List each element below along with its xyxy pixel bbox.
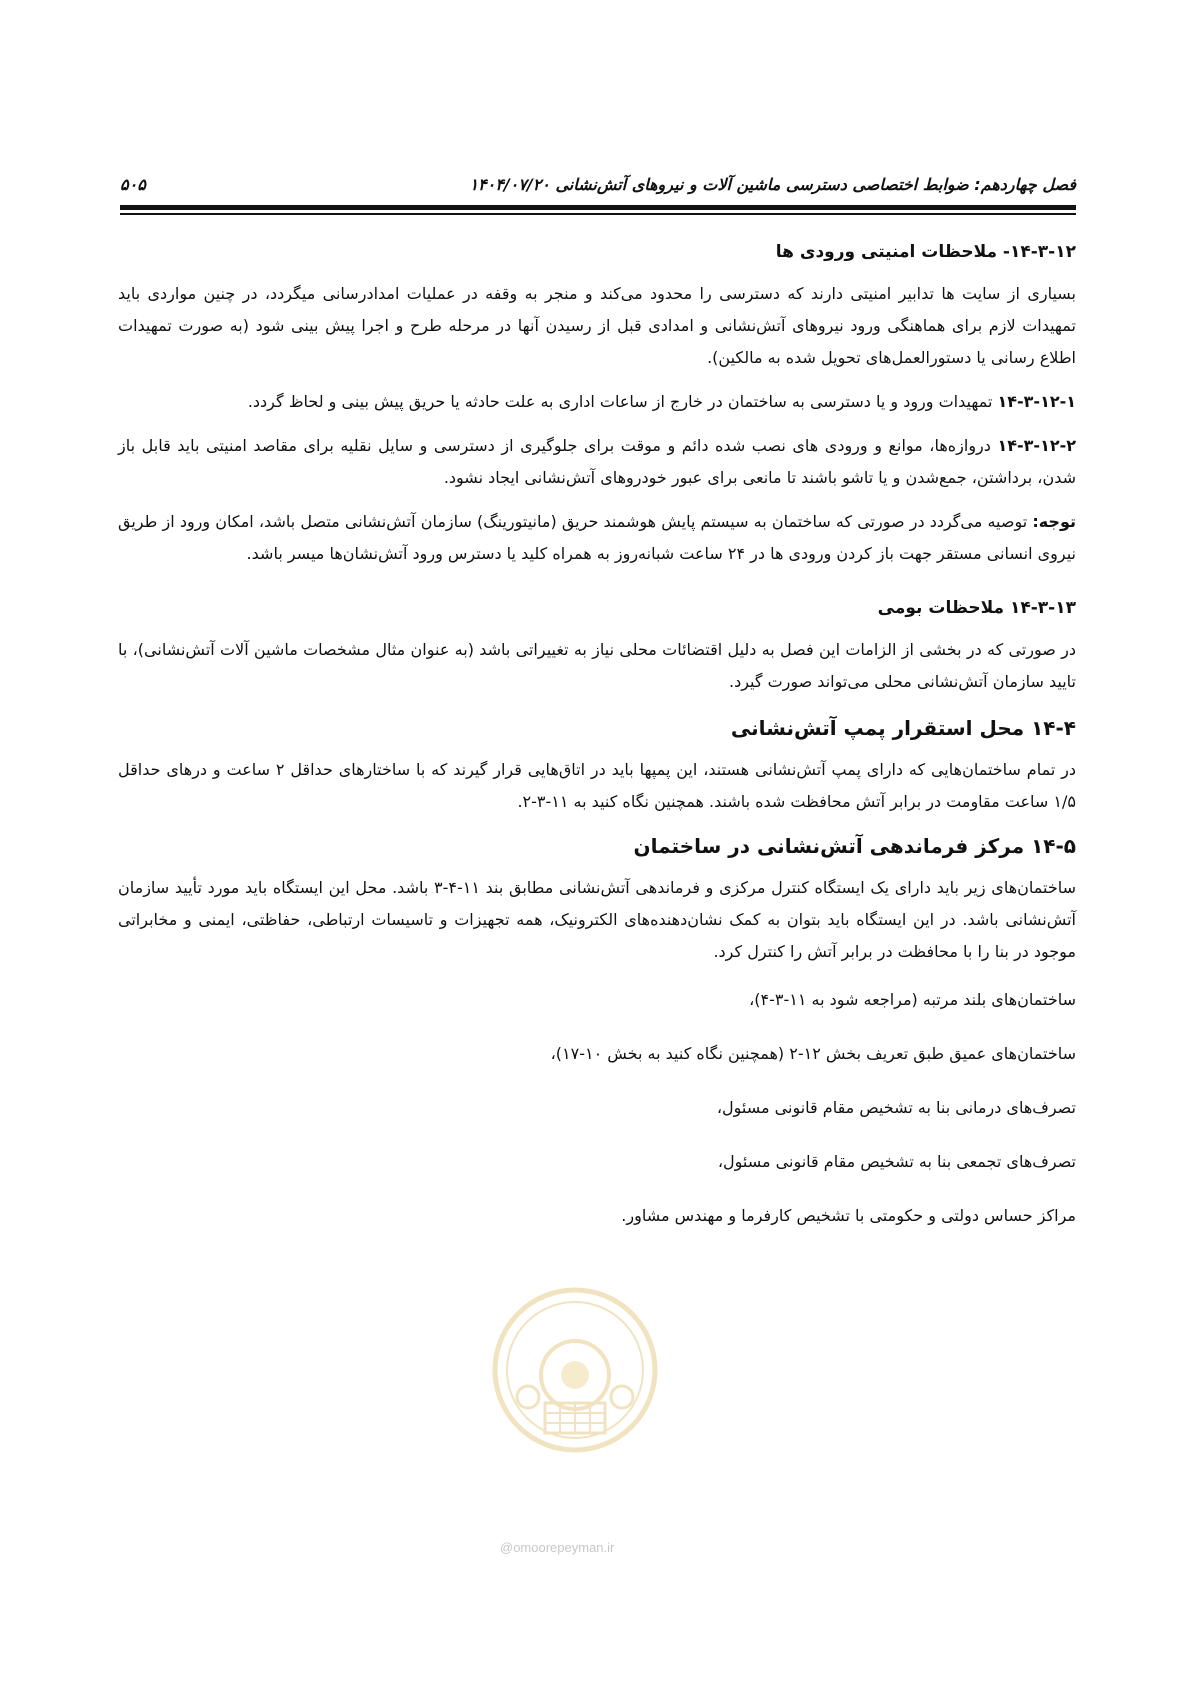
clause-text: تمهیدات ورود و یا دسترسی به ساختمان در خارج از ساعات اداری به علت حادثه یا حریق پیش بینی و لحاظ گردد. [247,392,998,411]
note-text: توصیه می‌گردد در صورتی که ساختمان به سیستم پایش هوشمند حریق (مانیتورینگ) سازمان آتش‌نشانی متصل باشد، امکان ورود از طریق نیروی انسانی مستقر جهت باز کردن ورودی ها در ۲۴ ساعت شبانه‌روز به همراه کلید یا دسترس ورود آتش‌نشان‌ها میسر باشد. [118,512,1076,563]
clause-text: دروازه‌ها، موانع و ورودی های نصب شده دائم و موقت برای جلوگیری از دسترسی و سایل نقلیه برای مقاصد امنیتی باید قابل باز شدن، برداشتن، جمع‌شدن و یا تاشو باشند تا مانعی برای عبور خودروهای آتش‌نشانی ایجاد نشود. [118,436,1076,487]
header-rule-thin [120,213,1076,215]
paragraph-local: در صورتی که در بخشی از الزامات این فصل به دلیل اقتضائات محلی نیاز به تغییراتی باشد (به عنوان مثال مشخصات ماشین آلات آتش‌نشانی)، با تایید سازمان آتش‌نشانی محلی می‌تواند صورت گیرد. [118,640,1076,691]
page-number: ۵۰۵ [120,174,146,194]
note-label: توجه: [1032,512,1076,531]
list-item: ساختمان‌های بلند مرتبه (مراجعه شود به ۱۱-۳-۴)، [749,990,1076,1009]
chapter-title: فصل چهاردهم: ضوابط اختصاصی دسترسی ماشین آلات و نیروهای آتش‌نشانی ۱۴۰۴/۰۷/۲۰ [469,174,1076,194]
list-item: تصرف‌های تجمعی بنا به تشخیص مقام قانونی مسئول، [717,1152,1076,1171]
note-paragraph [118,506,1076,570]
list-item: ساختمان‌های عمیق طبق تعریف بخش ۱۲-۲ (همچنین نگاه کنید به بخش ۱۰-۱۷)، [550,1044,1076,1063]
watermark-url: @omoorepeyman.ir [500,1540,615,1555]
clause-number: ۱۴-۳-۱۲-۲ [997,436,1076,455]
clause-number: ۱۴-۳-۱۲-۱ [997,392,1076,411]
section-heading-12: ۱۴-۳-۱۲- ملاحظات امنیتی ورودی ها [775,242,1076,262]
running-header [120,170,1076,198]
paragraph-pump: در تمام ساختمان‌هایی که دارای پمپ آتش‌نشانی هستند، این پمپها باید در اتاق‌هایی قرار گیرند که با ساختارهای حداقل ۲ ساعت و درهای حداقل ۱/۵ ساعت مقاومت در برابر آتش محافظت شده باشند. همچنین نگاه کنید به ۱۱-۳-۲. [118,760,1076,811]
paragraph-12-1 [118,386,1076,418]
list-item: مراکز حساس دولتی و حکومتی با تشخیص کارفرما و مهندس مشاور. [621,1206,1076,1225]
header-rule [120,205,1076,210]
list-item: تصرف‌های درمانی بنا به تشخیص مقام قانونی مسئول، [716,1098,1076,1117]
section-heading-13: ۱۴-۳-۱۳ ملاحظات بومی [877,598,1076,618]
section-heading-4: ۱۴-۴ محل استقرار پمپ آتش‌نشانی [730,716,1076,740]
paragraph-command-center: ساختمان‌های زیر باید دارای یک ایستگاه کنترل مرکزی و فرماندهی آتش‌نشانی مطابق بند ۱۱-۴-۳ باشد. محل این ایستگاه باید مورد تأیید سازمان آتش‌نشانی باشد. در این ایستگاه باید بتوان به کمک نشان‌دهنده‌های الکترونیک، همه تجهیزات و تاسیسات ارتباطی، حفاظتی، ایمنی و مخابراتی موجود در بنا را با محافظت در برابر آتش را کنترل کرد. [118,878,1077,961]
paragraph-security: بسیاری از سایت ها تدابیر امنیتی دارند که دسترسی را محدود می‌کند و منجر به وقفه در عملیات امدادرسانی میگردد، در چنین مواردی باید تمهیدات لازم برای هماهنگی ورود نیروهای آتش‌نشانی و امدادی قبل از رسیدن آنها در مرحله طرح و اجرا پیش بینی شود (به صورت تمهیدات اطلاع رسانی یا دستورالعمل‌های تحویل شده به مالکین). [118,284,1076,367]
page-body [118,240,1076,1258]
section-heading-5: ۱۴-۵ مرکز فرماندهی آتش‌نشانی در ساختمان [633,834,1076,858]
seal-watermark-icon [490,1285,660,1455]
paragraph-12-2 [118,430,1076,494]
